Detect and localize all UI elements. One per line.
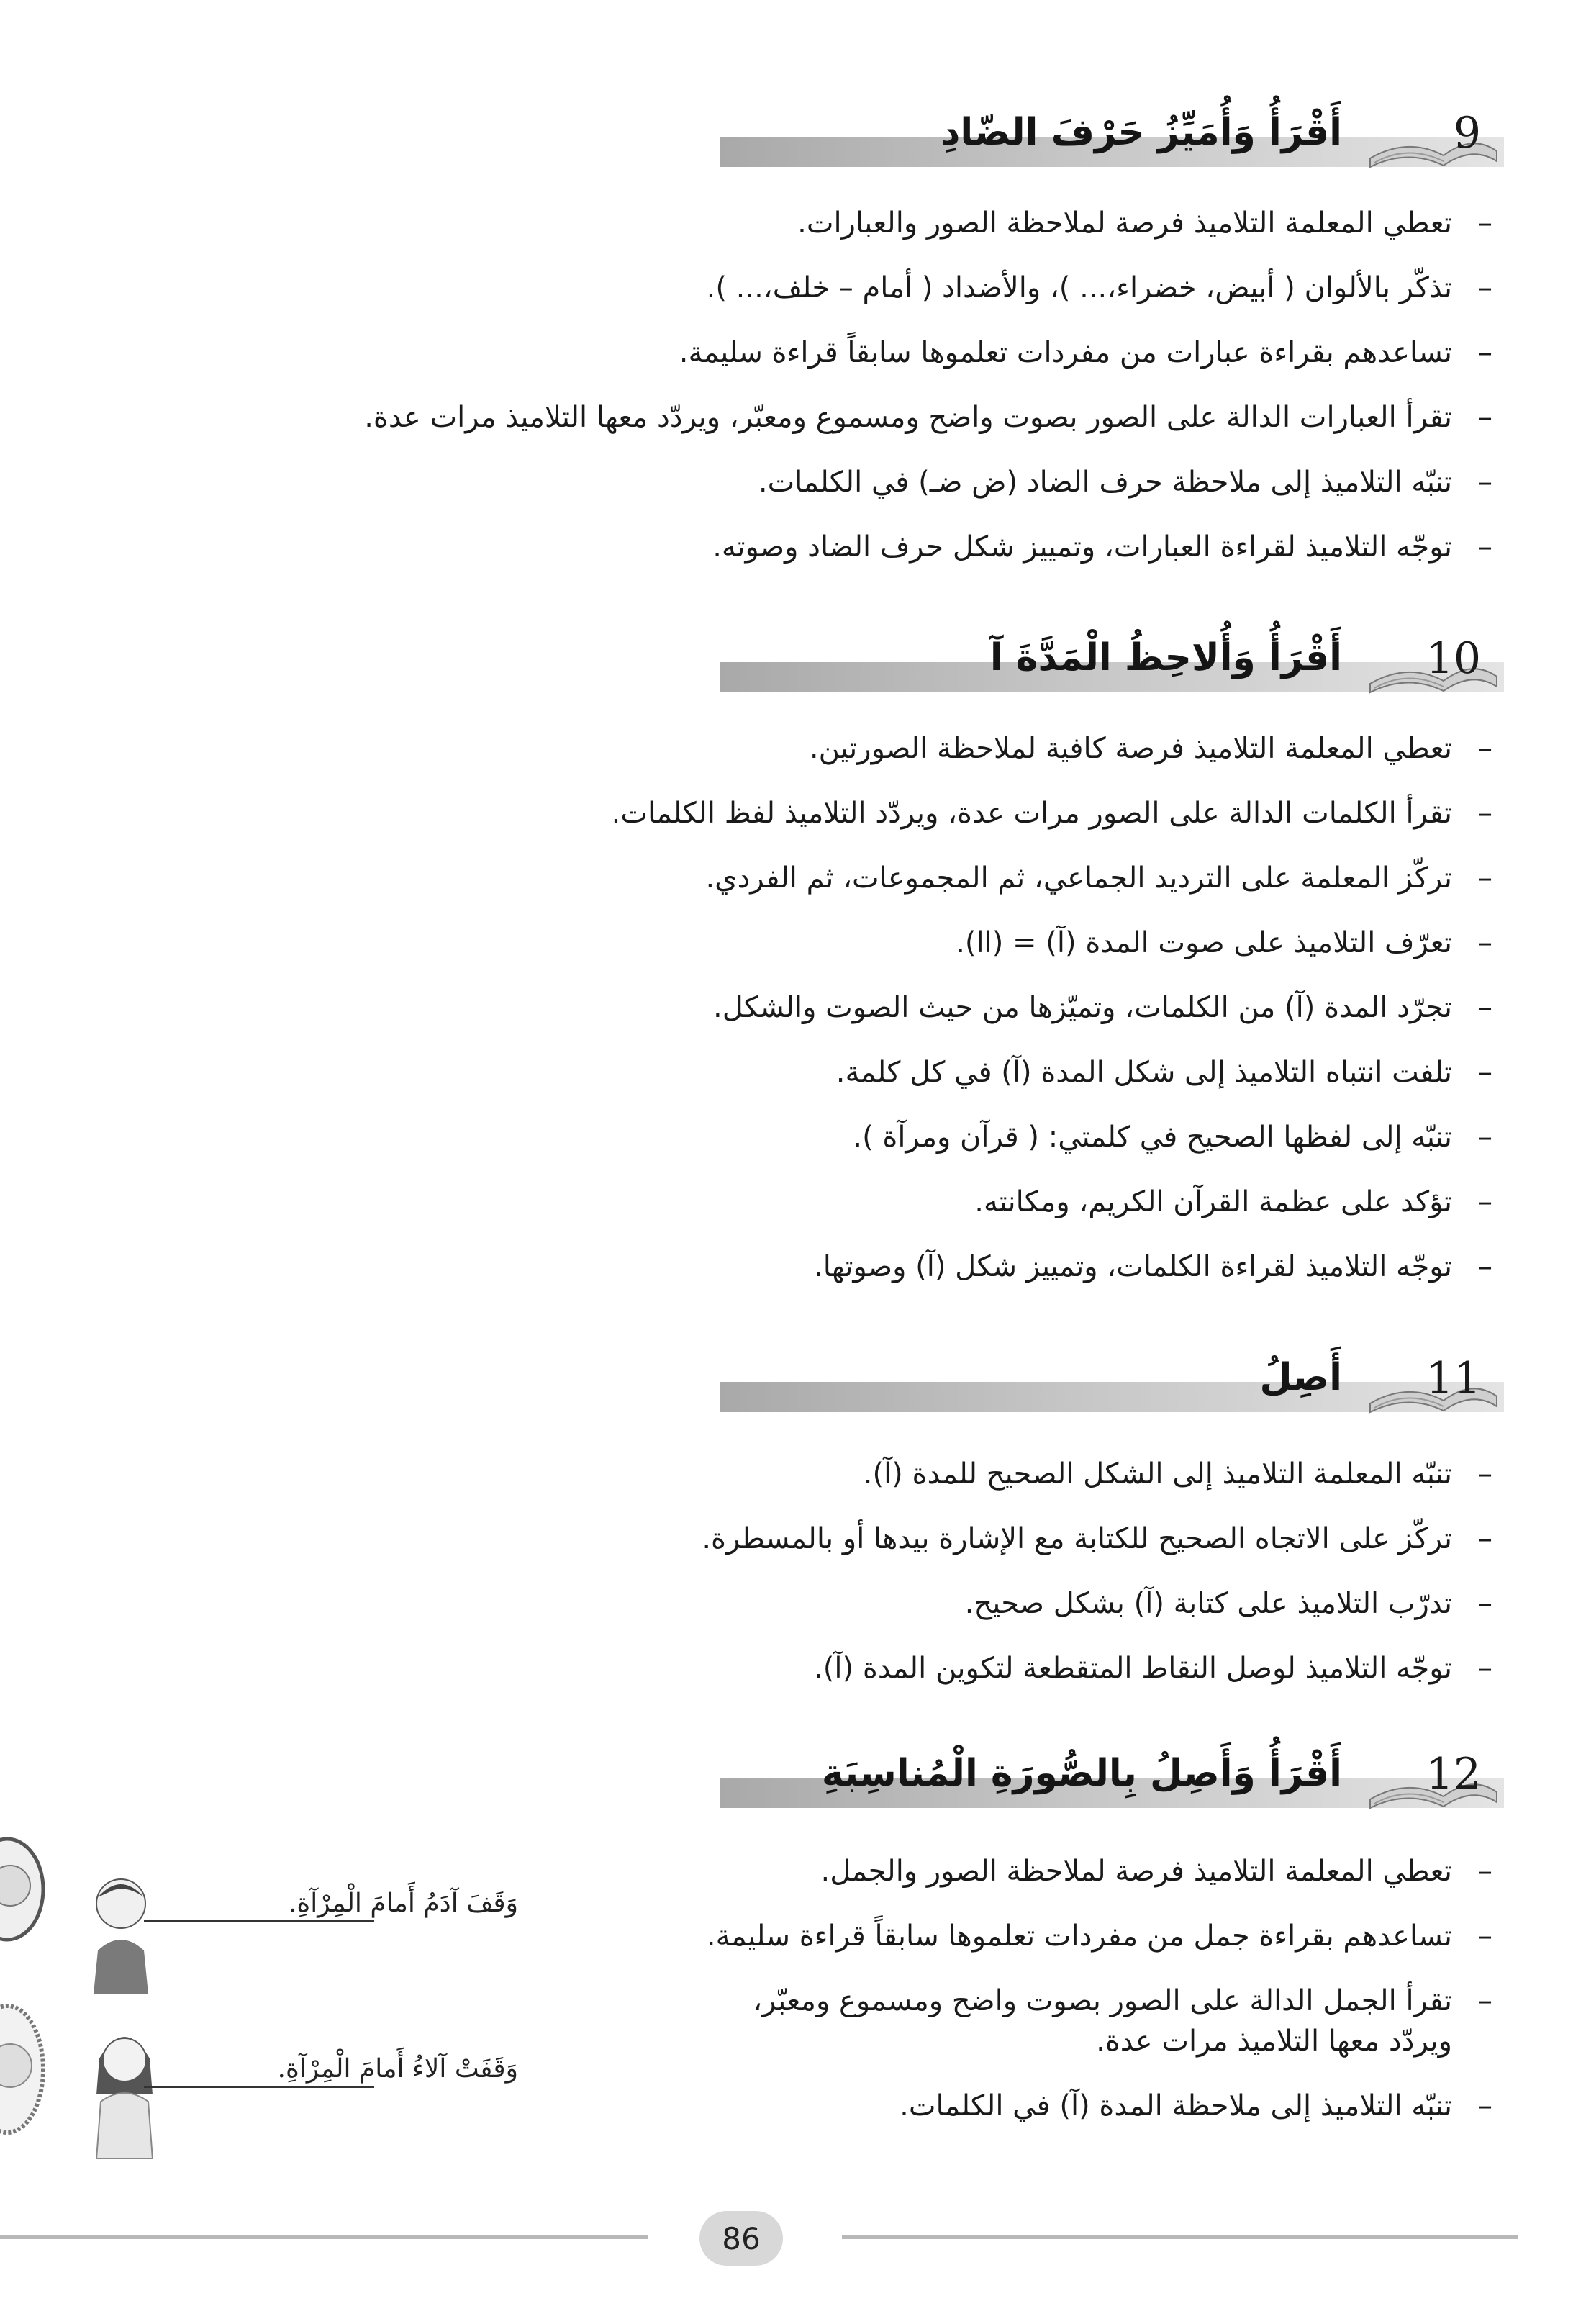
list-item: – تركّز المعلمة على الترديد الجماعي، ثم المجموعات، ثم الفردي. — [89, 858, 1492, 923]
list-item: – توجّه التلاميذ لوصل النقاط المتقطعة لتكوين المدة (آ). — [89, 1648, 1492, 1713]
section-11-number-badge — [1364, 1346, 1501, 1415]
page-number: 86 — [722, 2220, 761, 2256]
list-item-text: تقرأ الجمل الدالة على الصور بصوت واضح ومسموع ومعبّر، — [753, 1984, 1452, 2017]
section-9-number: 9 — [1453, 108, 1481, 158]
list-item: – تنبّه التلاميذ إلى ملاحظة المدة (آ) في الكلمات. — [629, 2086, 1492, 2151]
list-item: – تعطي المعلمة التلاميذ فرصة كافية لملاحظة الصورتين. — [89, 728, 1492, 793]
list-item: – تنبّه التلاميذ إلى ملاحظة حرف الضاد (ض ضـ) في الكلمات. — [89, 462, 1492, 527]
section-12-number: 12 — [1426, 1749, 1481, 1799]
list-item: – تساعدهم بقراءة عبارات من مفردات تعلموها سابقاً قراءة سليمة. — [89, 333, 1492, 397]
list-item: – تعرّف التلاميذ على صوت المدة (آ) = (اا). — [89, 923, 1492, 987]
list-item: – تذكّر بالألوان ( أبيض، خضراء،... )، والأضداد ( أمام – خلف،... ). — [89, 268, 1492, 333]
list-item: – توجّه التلاميذ لقراءة العبارات، وتمييز شكل حرف الضاد وصوته. — [89, 527, 1492, 592]
list-item: – تعطي المعلمة التلاميذ فرصة لملاحظة الصور والجمل. — [629, 1851, 1492, 1916]
section-9-header — [720, 101, 1504, 170]
section-9-title: أَقْرَأُ وَأُمَيِّزُ حَرْفَ الضّادِ — [941, 111, 1342, 154]
section-11-bullets — [89, 1454, 1492, 1713]
section-12-bullets — [629, 1851, 1492, 2151]
list-item: – تقرأ الكلمات الدالة على الصور مرات عدة، ويردّد التلاميذ لفظ الكلمات. — [89, 793, 1492, 858]
list-item: – تركّز على الاتجاه الصحيح للكتابة مع الإشارة بيدها أو بالمسطرة. — [89, 1519, 1492, 1583]
section-11-number: 11 — [1426, 1353, 1481, 1403]
section-12-title: أَقْرَأُ وَأَصِلُ بِالصُّورَةِ الْمُناسِبَةِ — [821, 1752, 1342, 1795]
footer-divider-left — [0, 2235, 648, 2239]
exercise-sentence: وَقَفَ آدَمُ أَمامَ الْمِرْآةِ. — [288, 1889, 518, 1918]
section-12-header — [720, 1742, 1504, 1811]
section-9-bullets — [89, 203, 1492, 592]
list-item: – توجّه التلاميذ لقراءة الكلمات، وتمييز شكل (آ) وصوتها. — [89, 1247, 1492, 1311]
list-item: – تعطي المعلمة التلاميذ فرصة لملاحظة الصور والعبارات. — [89, 203, 1492, 268]
list-item: – تنبّه إلى لفظها الصحيح في كلمتي: ( قرآن ومرآة ). — [89, 1117, 1492, 1182]
exercise-row-1 — [0, 1871, 518, 1986]
section-9-number-badge — [1364, 101, 1501, 170]
section-10-number: 10 — [1426, 633, 1481, 684]
list-item: – تقرأ العبارات الدالة على الصور بصوت واضح ومسموع ومعبّر، ويردّد معها التلاميذ مرات عدة. — [89, 397, 1492, 462]
section-11-title: أَصِلُ — [1259, 1356, 1342, 1399]
answer-line[interactable] — [144, 2086, 374, 2088]
section-10-header — [720, 626, 1504, 695]
section-12-number-badge — [1364, 1742, 1501, 1811]
footer-divider-right — [842, 2235, 1518, 2239]
section-11-header — [720, 1346, 1504, 1415]
section-10-number-badge — [1364, 626, 1501, 695]
list-item: – تلفت انتباه التلاميذ إلى شكل المدة (آ) في كل كلمة. — [89, 1052, 1492, 1117]
page-number-badge — [699, 2211, 783, 2266]
exercise-row-2 — [0, 2037, 518, 2152]
list-item: – تساعدهم بقراءة جمل من مفردات تعلموها سابقاً قراءة سليمة. — [629, 1916, 1492, 1981]
list-item: – تدرّب التلاميذ على كتابة (آ) بشكل صحيح. — [89, 1583, 1492, 1648]
list-item: – تجرّد المدة (آ) من الكلمات، وتميّزها من حيث الصوت والشكل. — [89, 987, 1492, 1052]
exercise-sentence: وَقَفَتْ آلاءُ أَمامَ الْمِرْآةِ. — [277, 2054, 518, 2084]
list-item: – تؤكد على عظمة القرآن الكريم، ومكانته. — [89, 1182, 1492, 1247]
section-10-title: أَقْرَأُ وَأُلاحِظُ الْمَدَّةَ آ — [989, 636, 1342, 679]
list-item-continuation: ويردّد معها التلاميذ مرات عدة. — [1096, 2025, 1452, 2058]
section-10-bullets — [89, 728, 1492, 1311]
list-item — [629, 1981, 1492, 2086]
list-item: – تنبّه المعلمة التلاميذ إلى الشكل الصحيح للمدة (آ). — [89, 1454, 1492, 1519]
answer-line[interactable] — [144, 1920, 374, 1922]
